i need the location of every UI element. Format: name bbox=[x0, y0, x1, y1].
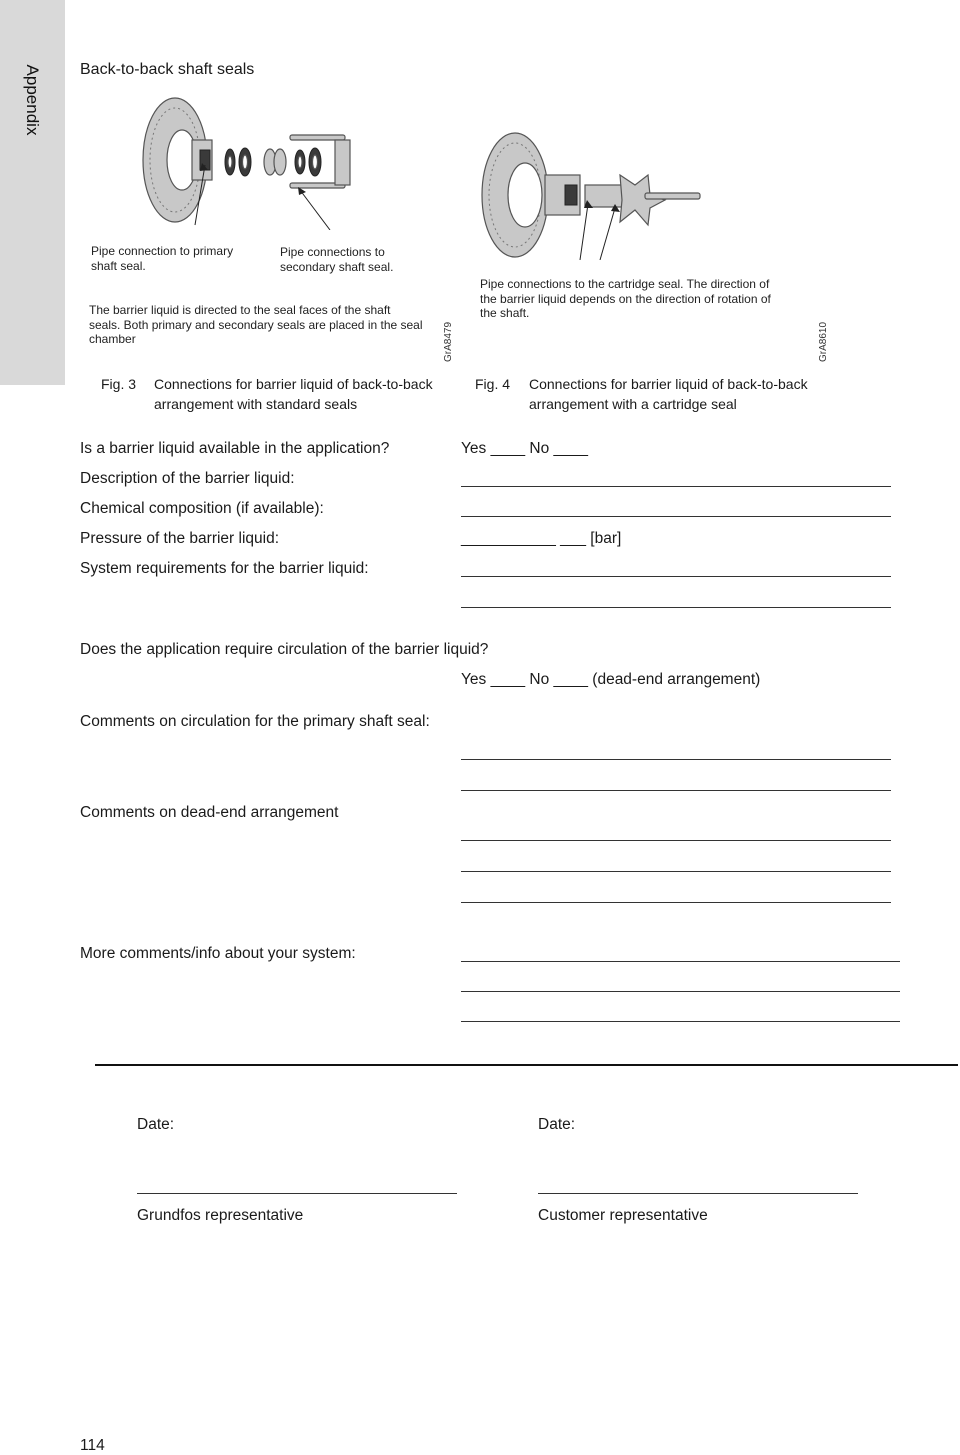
question-system-requirements: System requirements for the barrier liquid: bbox=[80, 560, 369, 577]
signature-line-grundfos[interactable] bbox=[137, 1193, 457, 1194]
customer-representative-label: Customer representative bbox=[538, 1207, 708, 1224]
chemical-answer-line[interactable] bbox=[461, 516, 891, 517]
question-pressure: Pressure of the barrier liquid: bbox=[80, 530, 280, 547]
fig4-caption-text: Connections for barrier liquid of back-to-back arrangement with a cartridge seal bbox=[529, 376, 808, 412]
comments-primary-line-1[interactable] bbox=[461, 759, 891, 760]
pressure-field[interactable]: ___________ ___ [bar] bbox=[461, 530, 622, 547]
fig3-description: The barrier liquid is directed to the seal faces of the shaft seals. Both primary and secondary seals are placed in the seal chamber bbox=[89, 303, 423, 346]
comments-primary-line-2[interactable] bbox=[461, 790, 891, 791]
more-comments-line-3[interactable] bbox=[461, 1021, 900, 1022]
question-comments-deadend: Comments on dead-end arrangement bbox=[80, 804, 339, 821]
more-comments-line-2[interactable] bbox=[461, 991, 900, 992]
fig4-code: GrA8610 bbox=[818, 321, 829, 362]
question-available: Is a barrier liquid available in the application? bbox=[80, 440, 390, 457]
answer-available-field[interactable]: Yes ____ No ____ bbox=[461, 440, 588, 457]
comments-deadend-line-3[interactable] bbox=[461, 902, 891, 903]
fig3-code: GrA8479 bbox=[443, 321, 454, 362]
more-comments-line-1[interactable] bbox=[461, 961, 900, 962]
question-description: Description of the barrier liquid: bbox=[80, 470, 295, 487]
fig3-label-secondary: Pipe connections to secondary shaft seal. bbox=[280, 245, 394, 274]
fig3-caption-number: Fig. 3 bbox=[101, 376, 137, 392]
question-chemical: Chemical composition (if available): bbox=[80, 500, 324, 517]
description-answer-line[interactable] bbox=[461, 486, 891, 487]
fig4-label: Pipe connections to the cartridge seal. The direction of the barrier liquid depends on the direction of rotation of the shaft. bbox=[480, 277, 771, 320]
signature-line-customer[interactable] bbox=[538, 1193, 858, 1194]
side-tab-label: Appendix bbox=[23, 64, 42, 136]
system-requirements-line-2[interactable] bbox=[461, 607, 891, 608]
fig4-illustration bbox=[470, 130, 705, 260]
date-label-customer: Date: bbox=[538, 1116, 576, 1133]
fig3-illustration bbox=[130, 95, 370, 230]
question-circulation: Does the application require circulation of the barrier liquid? bbox=[80, 641, 489, 658]
comments-deadend-line-2[interactable] bbox=[461, 871, 891, 872]
question-more-comments: More comments/info about your system: bbox=[80, 945, 356, 962]
date-label-grundfos: Date: bbox=[137, 1116, 175, 1133]
system-requirements-line-1[interactable] bbox=[461, 576, 891, 577]
answer-circulation-field[interactable]: Yes ____ No ____ (dead-end arrangement) bbox=[461, 671, 761, 688]
page-number: 114 bbox=[80, 1437, 105, 1454]
fig3-label-primary: Pipe connection to primary shaft seal. bbox=[91, 244, 234, 273]
grundfos-representative-label: Grundfos representative bbox=[137, 1207, 304, 1224]
fig3-caption-text: Connections for barrier liquid of back-to-back arrangement with standard seals bbox=[154, 376, 433, 412]
comments-deadend-line-1[interactable] bbox=[461, 840, 891, 841]
fig4-caption-number: Fig. 4 bbox=[475, 376, 511, 392]
question-comments-primary: Comments on circulation for the primary shaft seal: bbox=[80, 713, 430, 730]
side-tab bbox=[0, 0, 65, 385]
section-divider bbox=[95, 1064, 958, 1066]
section-title: Back-to-back shaft seals bbox=[80, 61, 255, 78]
